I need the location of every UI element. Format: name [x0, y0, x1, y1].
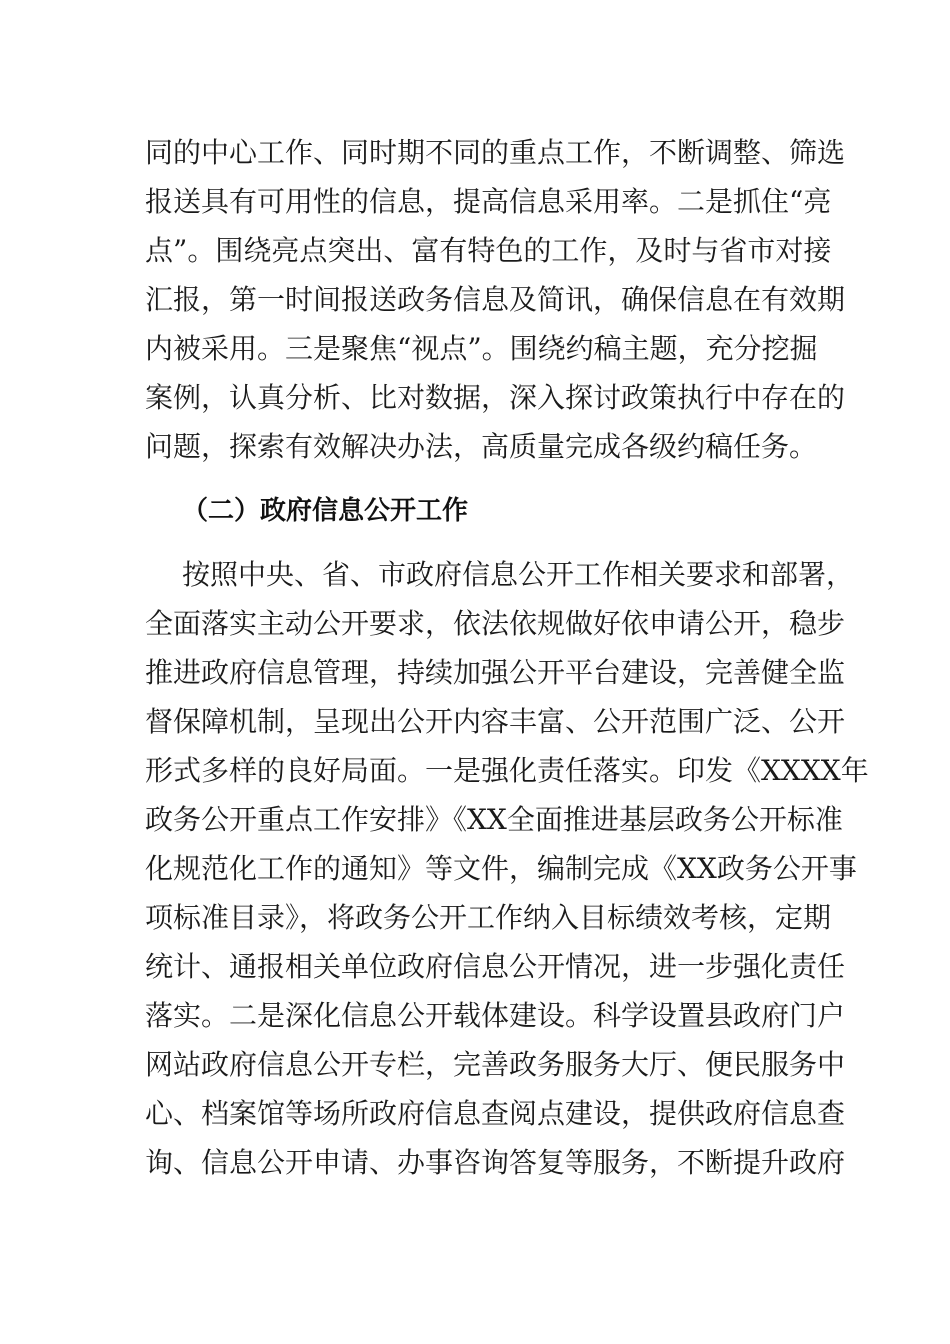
paragraph-line: 形式多样的良好局面。一是强化责任落实。印发《XXXX年 [145, 754, 869, 787]
paragraph-line: 报送具有可用性的信息，提高信息采用率。二是抓住“亮 [145, 185, 832, 218]
paragraph-line: 心、档案馆等场所政府信息查阅点建设，提供政府信息查 [145, 1097, 846, 1130]
paragraph-line: 统计、通报相关单位政府信息公开情况，进一步强化责任 [145, 950, 846, 983]
paragraph-line: 项标准目录》，将政务公开工作纳入目标绩效考核，定期 [145, 901, 832, 934]
paragraph-line: 政务公开重点工作安排》《XX全面推进基层政务公开标准 [145, 803, 843, 836]
section-heading: （二）政府信息公开工作 [182, 496, 469, 526]
paragraph-line: 督保障机制，呈现出公开内容丰富、公开范围广泛、公开 [145, 705, 846, 738]
paragraph-line: 化规范化工作的通知》等文件，编制完成《XX政务公开事 [145, 852, 857, 885]
paragraph-line: 全面落实主动公开要求，依法依规做好依申请公开，稳步 [145, 607, 846, 640]
paragraph-line: 汇报，第一时间报送政务信息及简讯，确保信息在有效期 [145, 283, 846, 316]
paragraph-line: 问题，探索有效解决办法，高质量完成各级约稿任务。 [145, 430, 818, 463]
paragraph-line: 案例，认真分析、比对数据，深入探讨政策执行中存在的 [145, 381, 846, 414]
paragraph-line: 内被采用。三是聚焦“视点”。围绕约稿主题，充分挖掘 [145, 332, 818, 365]
paragraph-line: 落实。二是深化信息公开载体建设。科学设置县政府门户 [145, 999, 846, 1032]
paragraph-line: 询、信息公开申请、办事咨询答复等服务，不断提升政府 [145, 1146, 846, 1179]
paragraph-line: 网站政府信息公开专栏，完善政务服务大厅、便民服务中 [145, 1048, 846, 1081]
paragraph-line: 同的中心工作、同时期不同的重点工作，不断调整、筛选 [145, 136, 846, 169]
paragraph-line: 点”。围绕亮点突出、富有特色的工作，及时与省市对接 [145, 234, 832, 267]
paragraph-line: 推进政府信息管理，持续加强公开平台建设，完善健全监 [145, 656, 846, 689]
paragraph-line: 按照中央、省、市政府信息公开工作相关要求和部署， [182, 558, 855, 591]
